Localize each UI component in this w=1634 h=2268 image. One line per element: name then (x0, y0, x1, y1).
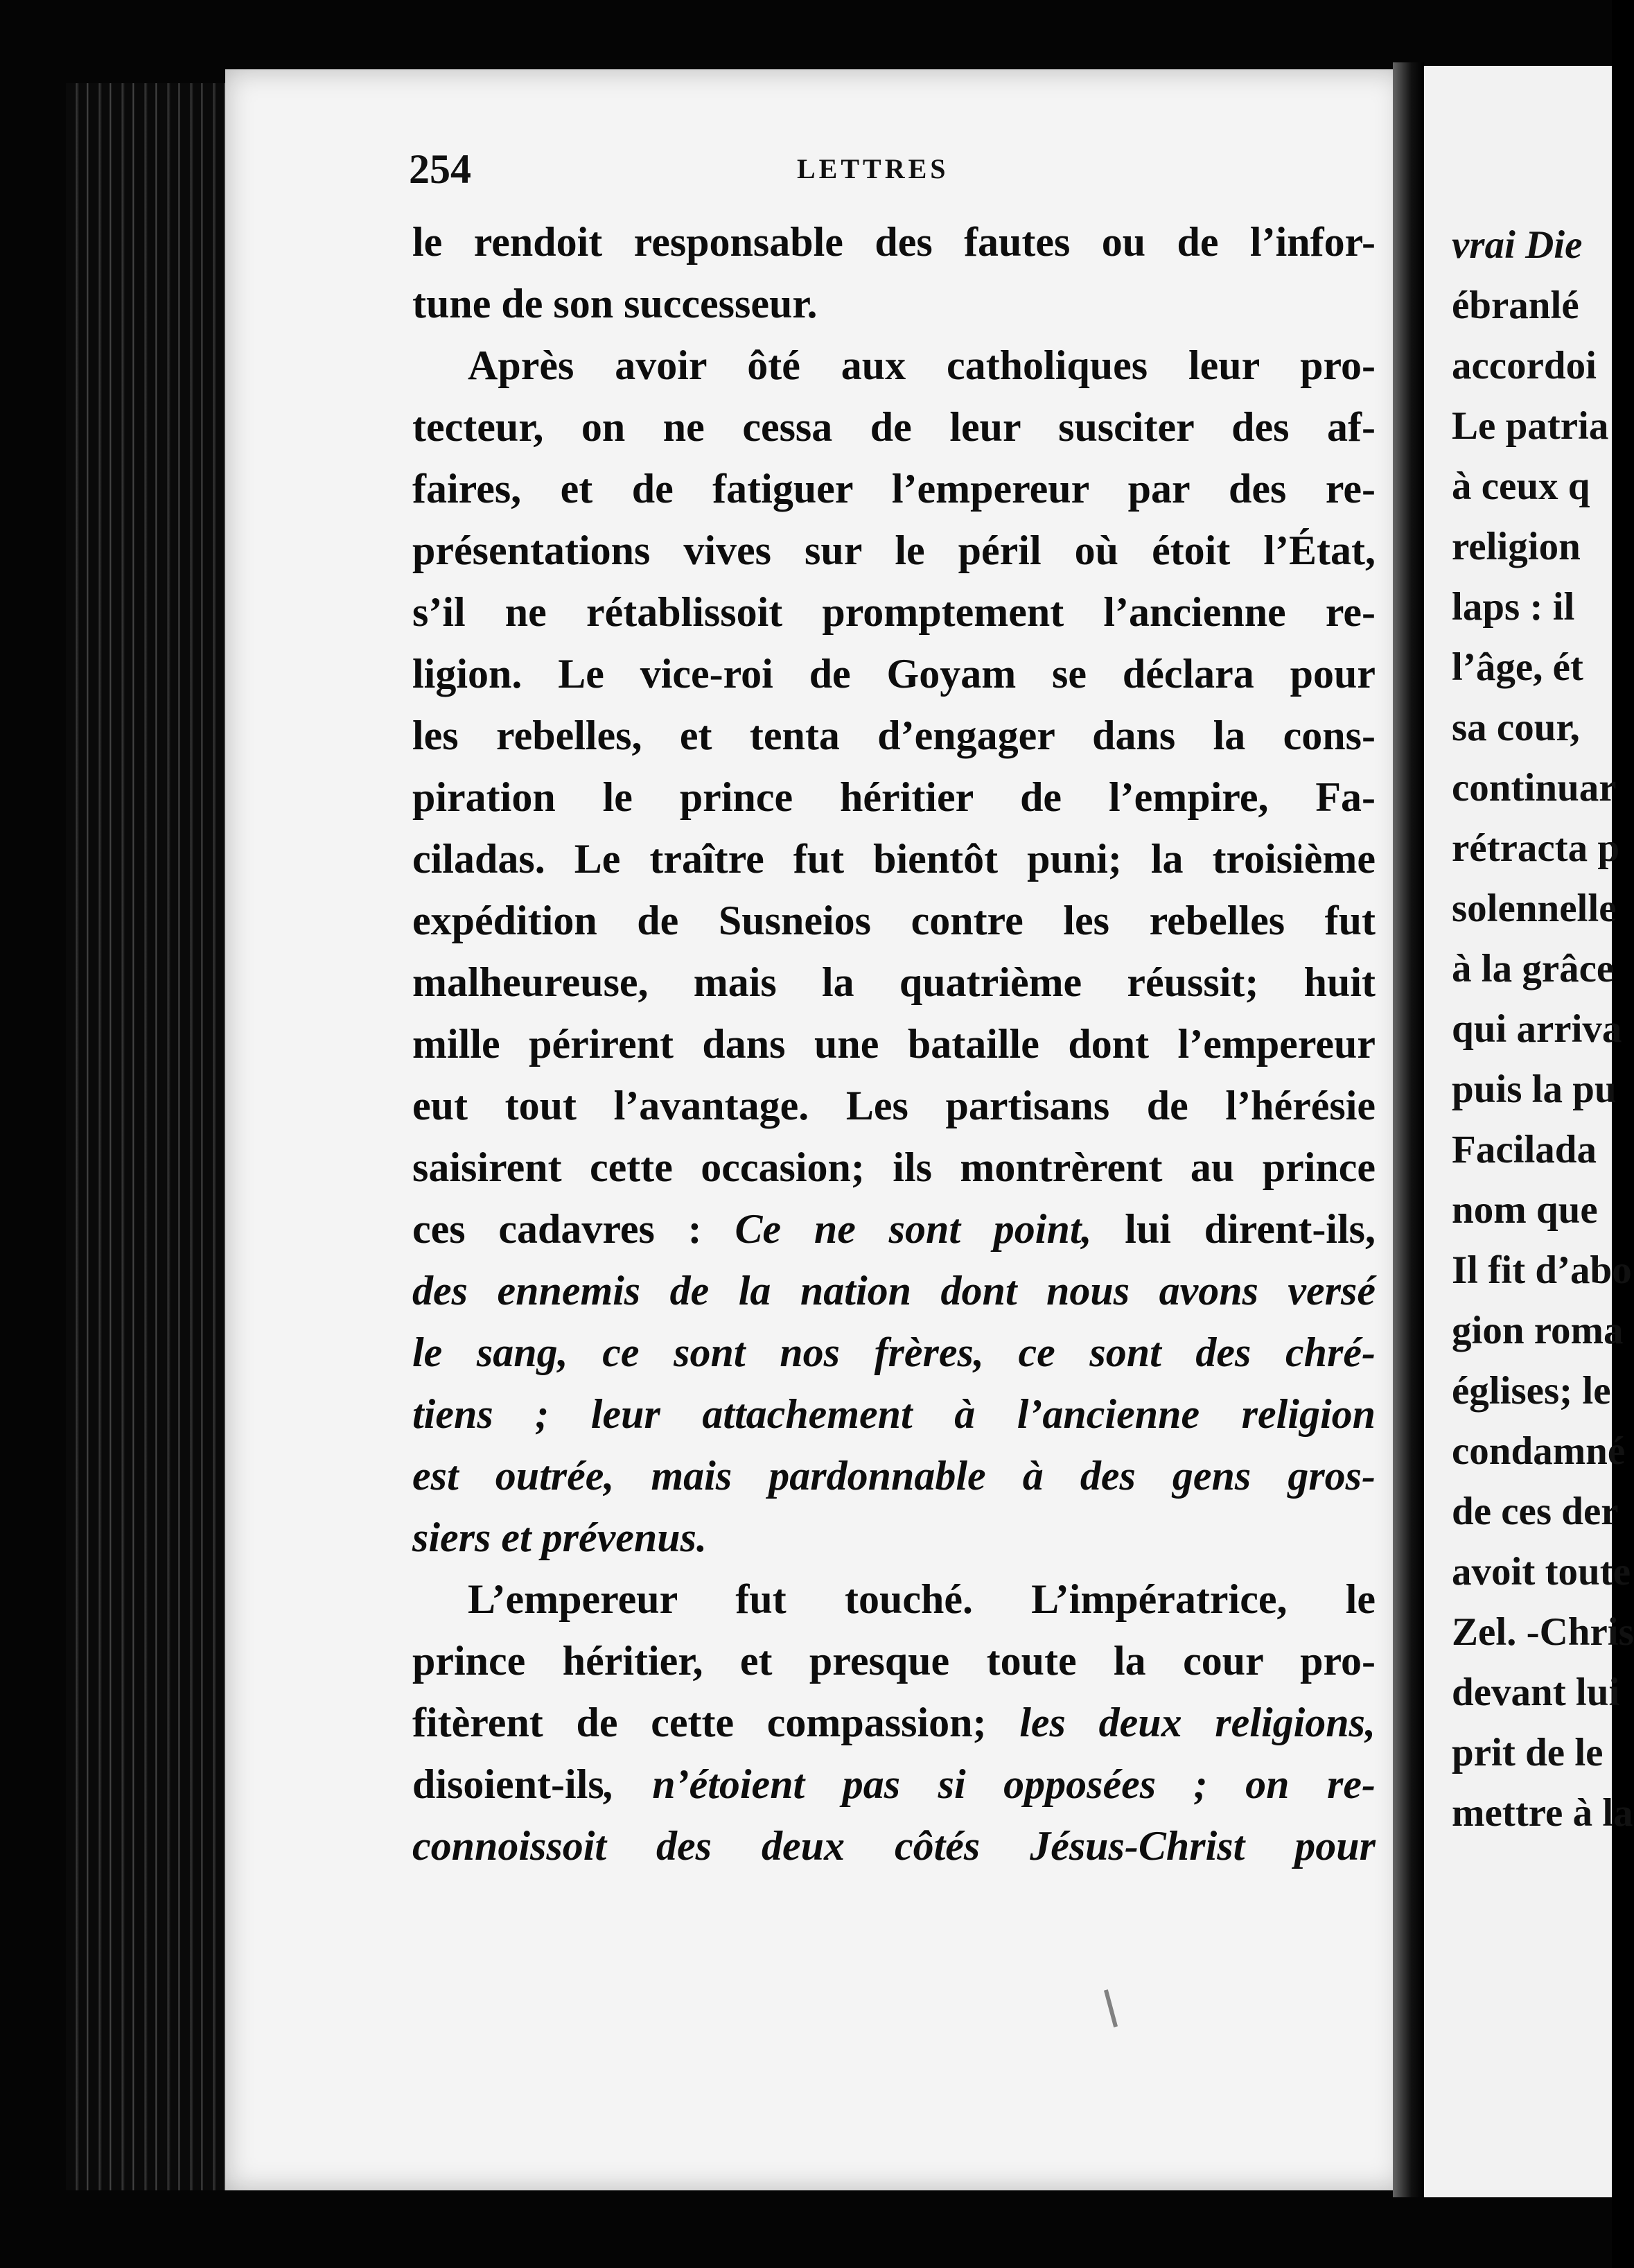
text-segment: mille périrent dans une bataille dont l’empereur (412, 1021, 1376, 1067)
text-segment: prince héritier, et presque toute la cour pro- (412, 1638, 1376, 1684)
text-segment: les deux religions, (1019, 1700, 1376, 1745)
text-segment: tune de son successeur. (412, 281, 818, 326)
text-line (412, 705, 1376, 767)
book-page-edges (66, 83, 232, 2190)
text-segment: le rendoit responsable des fautes ou de l’infor- (412, 219, 1376, 265)
right-page-line: solennelle (1452, 887, 1617, 930)
text-segment: disoient-ils (412, 1761, 604, 1807)
text-segment: ciladas. Le traître fut bientôt puni; la troisième (412, 836, 1376, 882)
right-page-line: Le patria (1452, 404, 1609, 448)
right-page-line: qui arriva (1452, 1007, 1622, 1051)
text-line (412, 952, 1376, 1013)
text-line (412, 396, 1376, 458)
text-segment: Ce ne sont point, (735, 1206, 1092, 1252)
text-segment: lui dirent-ils, (1091, 1206, 1376, 1252)
text-segment: est outrée, mais pardonnable à des gens gros- (412, 1453, 1376, 1499)
right-page-line: rétracta p (1452, 826, 1620, 870)
text-line (412, 1384, 1376, 1445)
text-line (412, 520, 1376, 582)
text-segment: s’il ne rétablissoit promptement l’ancienne re- (412, 589, 1376, 635)
right-page-line: religion (1452, 525, 1581, 568)
text-segment: siers et prévenus. (412, 1515, 707, 1560)
text-line (412, 1013, 1376, 1075)
right-page-line: églises; le (1452, 1369, 1611, 1413)
text-segment: le sang, ce sont nos frères, ce sont des chré- (412, 1329, 1376, 1375)
text-line (412, 1137, 1376, 1198)
text-line (412, 1075, 1376, 1137)
text-line (412, 1569, 1376, 1630)
text-line (412, 890, 1376, 952)
running-title: LETTRES (797, 153, 949, 184)
right-page-line: Zel. -Chris (1452, 1610, 1634, 1654)
right-page-line: gion roma (1452, 1309, 1624, 1352)
right-page-line: continuar (1452, 766, 1617, 810)
right-page-line: avoit toute (1452, 1550, 1631, 1594)
text-segment: tiens ; leur attachement à l’ancienne religion (412, 1391, 1376, 1437)
text-line (412, 273, 1376, 335)
text-line (412, 1630, 1376, 1692)
page-body-text (412, 211, 1376, 1877)
right-page-line: condamné (1452, 1429, 1626, 1473)
right-page-line: nom que (1452, 1188, 1598, 1232)
right-page-line: mettre à la (1452, 1791, 1633, 1835)
page-header (409, 146, 1379, 201)
text-segment: expédition de Susneios contre les rebelles fut (412, 898, 1376, 943)
right-page-line: ébranlé (1452, 284, 1579, 327)
text-segment: malheureuse, mais la quatrième réussit; huit (412, 959, 1376, 1005)
text-line (412, 1322, 1376, 1384)
text-line (412, 1754, 1376, 1815)
right-page-line: puis la pu (1452, 1067, 1617, 1111)
right-page-line: à la grâce (1452, 947, 1615, 991)
right-page-line: sa cour, (1452, 706, 1580, 749)
text-line (412, 1198, 1376, 1260)
text-line (412, 828, 1376, 890)
text-line (412, 582, 1376, 643)
text-segment: connoissoit des deux côtés Jésus-Christ pour (412, 1823, 1376, 1869)
right-page-text (1452, 215, 1634, 1843)
text-line (412, 1507, 1376, 1569)
text-line (412, 767, 1376, 828)
right-page-line: accordoi (1452, 344, 1597, 387)
right-page-line: devant lui (1452, 1671, 1620, 1714)
right-page (1424, 66, 1634, 2197)
right-page-line: de ces der (1452, 1490, 1619, 1533)
text-segment: eut tout l’avantage. Les partisans de l’hérésie (412, 1083, 1376, 1128)
right-page-line: à ceux q (1452, 464, 1590, 508)
text-segment: ligion. Le vice-roi de Goyam se déclara pour (412, 651, 1376, 697)
text-segment: des ennemis de la nation dont nous avons versé (412, 1268, 1376, 1314)
right-page-line: prit de le (1452, 1731, 1604, 1774)
text-line (412, 211, 1376, 273)
text-line (412, 458, 1376, 520)
text-line (412, 1692, 1376, 1754)
text-segment: , n’étoient pas si opposées ; on re- (604, 1761, 1376, 1807)
text-segment: faires, et de fatiguer l’empereur par des re- (412, 466, 1376, 512)
text-segment: ces cadavres : (412, 1206, 735, 1252)
right-page-line: laps : il (1452, 585, 1575, 629)
right-page-line: Il fit d’abo (1452, 1248, 1632, 1292)
text-line (412, 643, 1376, 705)
text-segment: Après avoir ôté aux catholiques leur pro- (468, 342, 1376, 388)
text-line (412, 1815, 1376, 1877)
text-line (412, 1260, 1376, 1322)
text-line (412, 335, 1376, 396)
text-segment: présentations vives sur le péril où étoit l’État, (412, 527, 1376, 573)
text-segment: L’empereur fut touché. L’impératrice, le (468, 1576, 1376, 1622)
right-page-line: l’âge, ét (1452, 645, 1583, 689)
text-segment: les rebelles, et tenta d’engager dans la cons- (412, 713, 1376, 758)
text-segment: saisirent cette occasion; ils montrèrent au prince (412, 1144, 1376, 1190)
text-segment: tecteur, on ne cessa de leur susciter des af- (412, 404, 1376, 450)
book-gutter (1393, 62, 1424, 2197)
text-segment: piration le prince héritier de l’empire, Fa- (412, 774, 1376, 820)
page-number: 254 (409, 146, 471, 192)
right-page-line: Facilada (1452, 1128, 1597, 1171)
text-line (412, 1445, 1376, 1507)
right-page-line: vrai Die (1452, 223, 1583, 267)
text-segment: fitèrent de cette compassion; (412, 1700, 1020, 1745)
